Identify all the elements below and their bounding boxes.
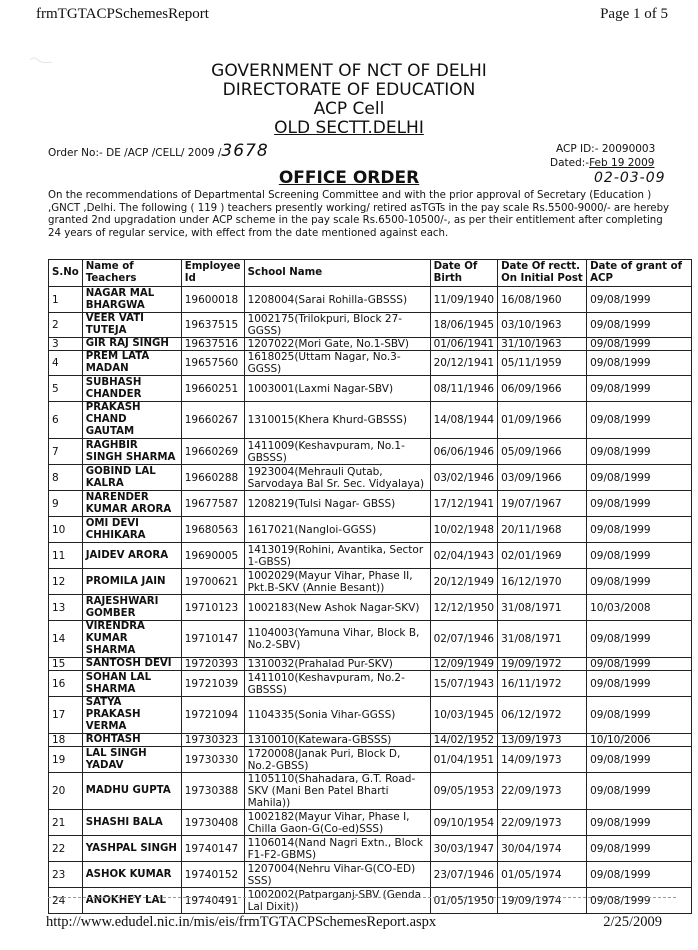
cell-sno: 4 — [49, 351, 83, 376]
cell-rectt-date: 13/09/1973 — [498, 734, 587, 747]
cell-sno: 5 — [49, 376, 83, 402]
cell-school-name: 1208004(Sarai Rohilla-GBSSS) — [244, 287, 430, 313]
cell-employee-id: 19710123 — [181, 595, 244, 621]
letterhead-line-4: OLD SECTT.DELHI — [274, 118, 424, 138]
cell-employee-id: 19740147 — [181, 836, 244, 862]
cell-acp-grant-date: 09/08/1999 — [587, 621, 692, 658]
cell-sno: 16 — [49, 671, 83, 697]
cell-school-name: 1310032(Prahalad Pur-SKV) — [244, 658, 430, 671]
cell-school-name: 1106014(Nand Nagri Extn., Block F1-F2-GBMS) — [244, 836, 430, 862]
cell-school-name: 1207004(Nehru Vihar-G(CO-ED) SSS) — [244, 862, 430, 888]
table-row — [49, 773, 692, 810]
letterhead-line-3: ACP Cell — [313, 99, 385, 119]
cell-employee-id: 19660288 — [181, 465, 244, 491]
cell-sno: 14 — [49, 621, 83, 658]
letterhead — [0, 62, 698, 138]
cell-school-name: 1002002(Patparganj-SBV (Genda Lal Dixit)) — [244, 888, 430, 914]
cell-employee-id: 19730388 — [181, 773, 244, 810]
cell-acp-grant-date: 09/08/1999 — [587, 658, 692, 671]
cell-school-name: 1310010(Katewara-GBSSS) — [244, 734, 430, 747]
cell-employee-id: 19730323 — [181, 734, 244, 747]
cell-rectt-date: 16/08/1960 — [498, 287, 587, 313]
cell-sno: 8 — [49, 465, 83, 491]
cell-school-name: 1923004(Mehrauli Qutab, Sarvodaya Bal Sr. Sec. Vidyalaya) — [244, 465, 430, 491]
cell-sno: 17 — [49, 697, 83, 734]
cell-teacher-name: PRAKASH CHAND GAUTAM — [82, 402, 181, 439]
cell-employee-id: 19637515 — [181, 313, 244, 338]
cell-rectt-date: 19/07/1967 — [498, 491, 587, 517]
cell-employee-id: 19740491 — [181, 888, 244, 914]
handwritten-date: 02-03-09 — [594, 170, 666, 186]
cell-rectt-date: 22/09/1973 — [498, 773, 587, 810]
cell-sno: 20 — [49, 773, 83, 810]
cell-employee-id: 19730330 — [181, 747, 244, 773]
table-row — [49, 836, 692, 862]
table-row — [49, 697, 692, 734]
table-row — [49, 402, 692, 439]
print-date: 2/25/2009 — [603, 914, 662, 930]
table-row — [49, 376, 692, 402]
cell-employee-id: 19660269 — [181, 439, 244, 465]
cell-acp-grant-date: 10/03/2008 — [587, 595, 692, 621]
cell-dob: 06/06/1946 — [430, 439, 498, 465]
dated-label: Dated:- — [550, 157, 590, 169]
cell-rectt-date: 30/04/1974 — [498, 836, 587, 862]
cell-dob: 12/12/1950 — [430, 595, 498, 621]
table-row — [49, 338, 692, 351]
cell-teacher-name: NARENDER KUMAR ARORA — [82, 491, 181, 517]
office-order-heading: OFFICE ORDER — [278, 168, 420, 188]
cell-sno: 9 — [49, 491, 83, 517]
cell-rectt-date: 06/09/1966 — [498, 376, 587, 402]
cell-acp-grant-date: 09/08/1999 — [587, 836, 692, 862]
cell-school-name: 1002029(Mayur Vihar, Phase II, Pkt.B-SKV (Annie Besant)) — [244, 569, 430, 595]
table-row — [49, 734, 692, 747]
cell-dob: 09/05/1953 — [430, 773, 498, 810]
cell-teacher-name: ASHOK KUMAR — [82, 862, 181, 888]
cell-teacher-name: SATYA PRAKASH VERMA — [82, 697, 181, 734]
cell-employee-id: 19730408 — [181, 810, 244, 836]
cell-rectt-date: 03/10/1963 — [498, 313, 587, 338]
col-header-school-name: School Name — [244, 260, 430, 287]
table-row — [49, 351, 692, 376]
cell-dob: 02/07/1946 — [430, 621, 498, 658]
cell-school-name: 1617021(Nangloi-GGSS) — [244, 517, 430, 543]
cell-teacher-name: LAL SINGH YADAV — [82, 747, 181, 773]
cell-teacher-name: GOBIND LAL KALRA — [82, 465, 181, 491]
cell-acp-grant-date: 09/08/1999 — [587, 810, 692, 836]
col-header-employee-id: Employee Id — [181, 260, 244, 287]
cell-dob: 01/04/1951 — [430, 747, 498, 773]
table-row — [49, 543, 692, 569]
cell-dob: 12/09/1949 — [430, 658, 498, 671]
col-header-sno: S.No — [49, 260, 83, 287]
cell-teacher-name: OMI DEVI CHHIKARA — [82, 517, 181, 543]
cell-school-name: 1413019(Rohini, Avantika, Sector 1-GBSS) — [244, 543, 430, 569]
cell-teacher-name: YASHPAL SINGH — [82, 836, 181, 862]
cell-employee-id: 19677587 — [181, 491, 244, 517]
cell-acp-grant-date: 09/08/1999 — [587, 862, 692, 888]
cell-rectt-date: 01/05/1974 — [498, 862, 587, 888]
table-row — [49, 658, 692, 671]
cell-teacher-name: RAGHBIR SINGH SHARMA — [82, 439, 181, 465]
cell-dob: 09/10/1954 — [430, 810, 498, 836]
cell-acp-grant-date: 09/08/1999 — [587, 313, 692, 338]
cell-school-name: 1411009(Keshavpuram, No.1-GBSSS) — [244, 439, 430, 465]
report-title: frmTGTACPSchemesReport — [36, 6, 209, 22]
cell-dob: 03/02/1946 — [430, 465, 498, 491]
table-row — [49, 595, 692, 621]
cell-sno: 24 — [49, 888, 83, 914]
cell-sno: 21 — [49, 810, 83, 836]
cell-rectt-date: 16/12/1970 — [498, 569, 587, 595]
cell-dob: 10/03/1945 — [430, 697, 498, 734]
table-row — [49, 465, 692, 491]
teachers-table — [48, 259, 692, 914]
cell-dob: 18/06/1945 — [430, 313, 498, 338]
cell-employee-id: 19720393 — [181, 658, 244, 671]
cell-teacher-name: MADHU GUPTA — [82, 773, 181, 810]
cell-dob: 01/06/1941 — [430, 338, 498, 351]
cell-acp-grant-date: 09/08/1999 — [587, 671, 692, 697]
cell-rectt-date: 02/01/1969 — [498, 543, 587, 569]
cell-sno: 6 — [49, 402, 83, 439]
cell-dob: 20/12/1941 — [430, 351, 498, 376]
cell-employee-id: 19600018 — [181, 287, 244, 313]
cell-dob: 15/07/1943 — [430, 671, 498, 697]
cell-dob: 20/12/1949 — [430, 569, 498, 595]
letterhead-line-1: GOVERNMENT OF NCT OF DELHI — [211, 61, 487, 81]
col-header-name: Name of Teachers — [82, 260, 181, 287]
cell-rectt-date: 06/12/1972 — [498, 697, 587, 734]
cell-teacher-name: ROHTASH — [82, 734, 181, 747]
table-row — [49, 810, 692, 836]
col-header-dob: Date Of Birth — [430, 260, 498, 287]
cell-acp-grant-date: 09/08/1999 — [587, 439, 692, 465]
cell-employee-id: 19690005 — [181, 543, 244, 569]
cell-dob: 02/04/1943 — [430, 543, 498, 569]
cell-sno: 13 — [49, 595, 83, 621]
col-header-rectt-date: Date Of rectt. On Initial Post — [498, 260, 587, 287]
cell-rectt-date: 03/09/1966 — [498, 465, 587, 491]
cell-sno: 2 — [49, 313, 83, 338]
cell-dob: 01/05/1950 — [430, 888, 498, 914]
cell-acp-grant-date: 09/08/1999 — [587, 351, 692, 376]
cell-rectt-date: 16/11/1972 — [498, 671, 587, 697]
cell-sno: 18 — [49, 734, 83, 747]
cell-acp-grant-date: 09/08/1999 — [587, 287, 692, 313]
cell-rectt-date: 20/11/1968 — [498, 517, 587, 543]
cell-school-name: 1310015(Khera Khurd-GBSSS) — [244, 402, 430, 439]
cell-school-name: 1104003(Yamuna Vihar, Block B, No.2-SBV) — [244, 621, 430, 658]
cell-acp-grant-date: 09/08/1999 — [587, 517, 692, 543]
cell-teacher-name: RAJESHWARI GOMBER — [82, 595, 181, 621]
cell-acp-grant-date: 09/08/1999 — [587, 402, 692, 439]
cell-teacher-name: SUBHASH CHANDER — [82, 376, 181, 402]
cell-acp-grant-date: 09/08/1999 — [587, 465, 692, 491]
cell-teacher-name: PREM LATA MADAN — [82, 351, 181, 376]
cell-employee-id: 19660251 — [181, 376, 244, 402]
cell-sno: 7 — [49, 439, 83, 465]
cell-school-name: 1208219(Tulsi Nagar- GBSS) — [244, 491, 430, 517]
cell-school-name: 1105110(Shahadara, G.T. Road-SKV (Mani Ben Patel Bharti Mahila)) — [244, 773, 430, 810]
cell-rectt-date: 05/11/1959 — [498, 351, 587, 376]
cell-acp-grant-date: 09/08/1999 — [587, 338, 692, 351]
page-indicator: Page 1 of 5 — [600, 6, 668, 22]
table-row — [49, 287, 692, 313]
cell-sno: 15 — [49, 658, 83, 671]
cell-school-name: 1003001(Laxmi Nagar-SBV) — [244, 376, 430, 402]
table-row — [49, 621, 692, 658]
cell-teacher-name: PROMILA JAIN — [82, 569, 181, 595]
cell-employee-id: 19721039 — [181, 671, 244, 697]
order-body-text: On the recommendations of Departmental Screening Committee and with the prior approval of Secretary (Education ) ,GNCT ,Delhi. The following ( 119 ) teachers presently working/ retired asTGTs in the pay scale Rs.5500-9000/- are hereby granted 2nd upgradation under ACP scheme in the pay scale Rs.6500-10500/-, as per their entitlement after completing 24 years of regular service, with effect from the date mentioned against each. — [48, 190, 670, 239]
cell-school-name: 1411010(Keshavpuram, No.2-GBSSS) — [244, 671, 430, 697]
page-url: http://www.edudel.nic.in/mis/eis/frmTGTACPSchemesReport.aspx — [46, 914, 437, 930]
cell-dob: 17/12/1941 — [430, 491, 498, 517]
cell-employee-id: 19657560 — [181, 351, 244, 376]
cell-sno: 1 — [49, 287, 83, 313]
cell-rectt-date: 14/09/1973 — [498, 747, 587, 773]
letterhead-line-2: DIRECTORATE OF EDUCATION — [222, 80, 476, 100]
cell-teacher-name: SANTOSH DEVI — [82, 658, 181, 671]
order-number — [48, 141, 269, 161]
cell-employee-id: 19721094 — [181, 697, 244, 734]
cell-rectt-date: 05/09/1966 — [498, 439, 587, 465]
cell-dob: 14/08/1944 — [430, 402, 498, 439]
cell-rectt-date: 19/09/1974 — [498, 888, 587, 914]
dated-value: Feb 19 2009 — [589, 157, 655, 169]
table-row — [49, 439, 692, 465]
cell-sno: 3 — [49, 338, 83, 351]
cell-employee-id: 19660267 — [181, 402, 244, 439]
cell-dob: 10/02/1948 — [430, 517, 498, 543]
table-row — [49, 862, 692, 888]
cell-teacher-name: ANOKHEY LAL — [82, 888, 181, 914]
table-row — [49, 313, 692, 338]
cell-sno: 12 — [49, 569, 83, 595]
cell-dob: 11/09/1940 — [430, 287, 498, 313]
cell-rectt-date: 31/08/1971 — [498, 595, 587, 621]
cell-dob: 08/11/1946 — [430, 376, 498, 402]
cell-employee-id: 19710147 — [181, 621, 244, 658]
cell-school-name: 1002175(Trilokpuri, Block 27-GGSS) — [244, 313, 430, 338]
cell-teacher-name: GIR RAJ SINGH — [82, 338, 181, 351]
cell-sno: 19 — [49, 747, 83, 773]
cell-sno: 10 — [49, 517, 83, 543]
cell-acp-grant-date: 09/08/1999 — [587, 543, 692, 569]
cell-rectt-date: 01/09/1966 — [498, 402, 587, 439]
table-row — [49, 569, 692, 595]
cell-teacher-name: VIRENDRA KUMAR SHARMA — [82, 621, 181, 658]
cell-employee-id: 19680563 — [181, 517, 244, 543]
cell-teacher-name: JAIDEV ARORA — [82, 543, 181, 569]
cell-employee-id: 19700621 — [181, 569, 244, 595]
cell-acp-grant-date: 09/08/1999 — [587, 697, 692, 734]
cell-dob: 30/03/1947 — [430, 836, 498, 862]
cell-school-name: 1104335(Sonia Vihar-GGSS) — [244, 697, 430, 734]
table-row — [49, 517, 692, 543]
cell-rectt-date: 31/10/1963 — [498, 338, 587, 351]
cell-acp-grant-date: 09/08/1999 — [587, 888, 692, 914]
cell-employee-id: 19637516 — [181, 338, 244, 351]
cell-acp-grant-date: 10/10/2006 — [587, 734, 692, 747]
table-row — [49, 747, 692, 773]
cell-sno: 11 — [49, 543, 83, 569]
acp-id: ACP ID:- 20090003 — [556, 143, 656, 155]
cell-school-name: 1618025(Uttam Nagar, No.3-GGSS) — [244, 351, 430, 376]
table-header-row — [49, 260, 692, 287]
cell-acp-grant-date: 09/08/1999 — [587, 491, 692, 517]
table-continuation-edge — [48, 897, 676, 902]
cell-sno: 22 — [49, 836, 83, 862]
table-row — [49, 491, 692, 517]
cell-dob: 14/02/1952 — [430, 734, 498, 747]
cell-rectt-date: 19/09/1972 — [498, 658, 587, 671]
cell-rectt-date: 31/08/1971 — [498, 621, 587, 658]
cell-teacher-name: VEER VATI TUTEJA — [82, 313, 181, 338]
col-header-acp-grant-date: Date of grant of ACP — [587, 260, 692, 287]
cell-teacher-name: NAGAR MAL BHARGWA — [82, 287, 181, 313]
table-row — [49, 671, 692, 697]
cell-acp-grant-date: 09/08/1999 — [587, 376, 692, 402]
cell-school-name: 1002183(New Ashok Nagar-SKV) — [244, 595, 430, 621]
cell-dob: 23/07/1946 — [430, 862, 498, 888]
cell-acp-grant-date: 09/08/1999 — [587, 747, 692, 773]
cell-sno: 23 — [49, 862, 83, 888]
cell-acp-grant-date: 09/08/1999 — [587, 569, 692, 595]
cell-school-name: 1720008(Janak Puri, Block D, No.2-GBSS) — [244, 747, 430, 773]
cell-rectt-date: 22/09/1973 — [498, 810, 587, 836]
cell-school-name: 1002182(Mayur Vihar, Phase I, Chilla Gaon-G(Co-ed)SSS) — [244, 810, 430, 836]
order-number-handwritten: 3678 — [221, 141, 269, 161]
order-number-label: Order No:- DE /ACP /CELL/ 2009 / — [48, 147, 222, 159]
cell-employee-id: 19740152 — [181, 862, 244, 888]
cell-acp-grant-date: 09/08/1999 — [587, 773, 692, 810]
cell-teacher-name: SHASHI BALA — [82, 810, 181, 836]
cell-teacher-name: SOHAN LAL SHARMA — [82, 671, 181, 697]
cell-school-name: 1207022(Mori Gate, No.1-SBV) — [244, 338, 430, 351]
